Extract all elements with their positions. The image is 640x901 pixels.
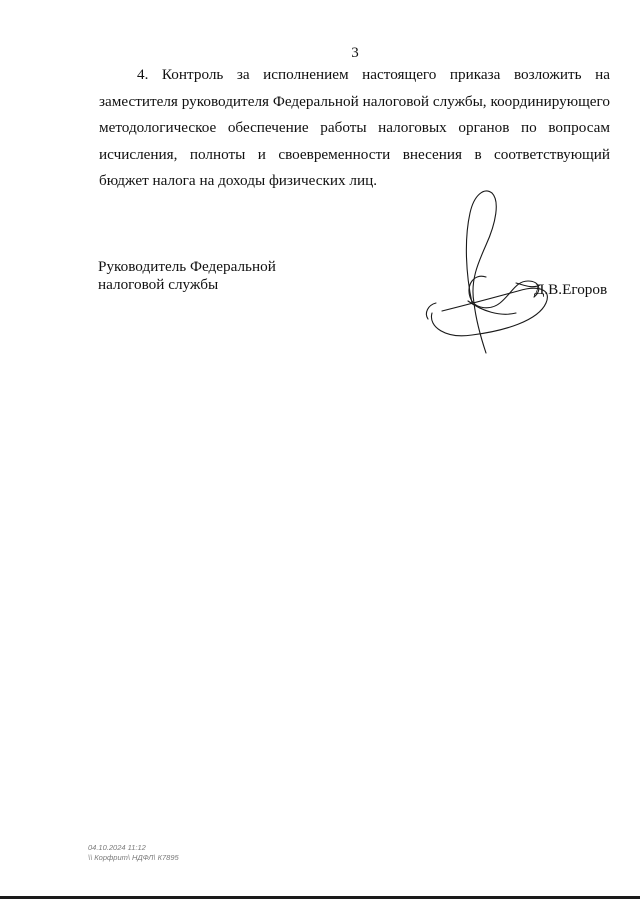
signer-title-line-2: налоговой службы: [98, 276, 219, 293]
order-paragraph-4: 4. Контроль за исполнением настоящего приказа возложить на заместителя руководителя Федеральной налоговой службы, координирующего методологическое обеспечение работы налоговых органов по вопросам исчисления, полноты и своевременности внесения в соответствующий бюджет налога на доходы физических лиц.: [99, 66, 610, 190]
handwritten-signature: [420, 185, 560, 357]
footer-stamp: [88, 843, 179, 862]
page-number: 3: [351, 45, 359, 61]
footer-timestamp: 04.10.2024 11:12: [88, 843, 146, 852]
signer-title: [98, 258, 276, 294]
signer-title-line-1: Руководитель Федеральной: [98, 258, 276, 275]
scan-bottom-edge: [0, 896, 640, 899]
footer-file-path: \\ Корфрит\ НДФЛ\ К7895: [88, 852, 179, 862]
signer-name: Д.В.Егоров: [534, 281, 608, 298]
